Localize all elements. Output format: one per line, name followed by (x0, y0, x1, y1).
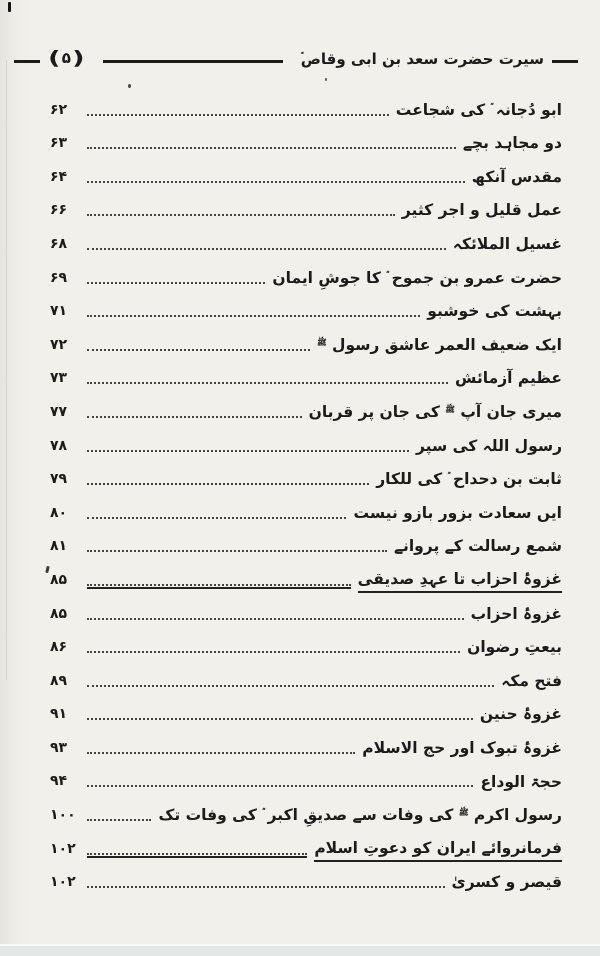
toc-item-title (463, 133, 562, 154)
scan-artifact-tick (8, 2, 11, 12)
toc-row (50, 658, 562, 692)
toc-page-number: ۶۴ (50, 168, 68, 185)
toc-row (50, 557, 562, 591)
toc-item-title (394, 536, 562, 557)
toc-item-text: ثابت بن دحداح (447, 470, 562, 489)
toc-page-number: ۹۳ (50, 739, 68, 756)
toc-item-title (455, 368, 562, 389)
toc-item-title (402, 200, 562, 221)
folio-ornament-open: ( (48, 46, 61, 69)
dot-leader (87, 550, 387, 552)
toc-item-title (272, 268, 562, 289)
toc-item-text: عظیم آزمائش (455, 369, 562, 388)
folio-number-value: ۵ (61, 48, 71, 67)
scan-edge-line (6, 60, 7, 680)
toc-item-text: کی وفات تک (158, 806, 263, 825)
toc-item-title (362, 738, 562, 759)
toc-row (50, 356, 562, 390)
toc-page-number: ۷۱ (50, 303, 68, 320)
toc-page-number: ۷۷ (50, 403, 68, 420)
dot-leader (87, 685, 494, 687)
toc-page-number: ۶۳ (50, 135, 68, 152)
toc-row (50, 625, 562, 659)
toc-item-title (396, 100, 562, 121)
scan-bottom-edge (0, 946, 600, 956)
toc-row (50, 692, 562, 726)
dot-leader (87, 450, 409, 452)
toc-item-text: کی وفات سے صدیقِ اکبر (262, 806, 459, 825)
toc-page-number: ۱۰۲ (50, 840, 76, 857)
toc-row (50, 457, 562, 491)
toc-page-number: ۷۲ (50, 336, 68, 353)
dot-leader (87, 147, 456, 149)
header-rule-left (14, 60, 40, 63)
dot-leader (87, 416, 302, 418)
toc-row (50, 154, 562, 188)
sallallahu-alaihi-wasallam-icon: ﷺ (458, 808, 469, 818)
toc-item-title (467, 637, 562, 658)
toc-page-number: ۱۰۲ (50, 874, 76, 891)
dot-leader (87, 584, 351, 586)
toc-item-text: کا جوشِ ایمان (272, 268, 387, 287)
toc-page-number: ۸۰ (50, 504, 68, 521)
toc-item-title (453, 234, 562, 255)
toc-item-text: بیعتِ رضوان (467, 638, 562, 657)
dot-leader (87, 785, 473, 787)
toc-page-number: ۷۸ (50, 437, 68, 454)
toc-item-text: غزوۂ احزاب (470, 604, 562, 623)
header-rule-long (103, 60, 283, 63)
sallallahu-alaihi-wasallam-icon: ﷺ (316, 337, 327, 347)
toc-row (50, 322, 562, 356)
toc-item-text: ابو دُجانہ (490, 100, 562, 119)
toc-page-number: ۸۶ (50, 639, 68, 656)
toc-item-title (317, 335, 562, 356)
toc-page-number: ۸۵ (50, 571, 68, 588)
toc-item-title (309, 402, 562, 423)
dot-leader (87, 282, 265, 284)
folio-number (48, 46, 85, 69)
toc-row (50, 591, 562, 625)
toc-item-text: فرمانروائے ایران کو دعوتِ اسلام (314, 838, 562, 857)
toc-item-text: مقدس آنکھ (471, 167, 562, 186)
toc-page-number: ۸۵ (50, 605, 68, 622)
toc-item-text: فتح مکہ (501, 671, 562, 690)
dot-leader (87, 517, 346, 519)
toc-item-text: غزوۂ تبوک اور حج الاسلام (362, 738, 562, 757)
toc-page-number: ۷۹ (50, 471, 68, 488)
dot-leader (87, 248, 446, 250)
toc-item-title (480, 704, 562, 725)
toc-item-title (471, 604, 562, 625)
toc-item-title (480, 772, 562, 793)
toc-item-title (427, 301, 562, 322)
toc-page-number: ۸۱ (50, 538, 68, 555)
toc-page-number: ۹۱ (50, 706, 68, 723)
toc-item-text: رسول اکرم (468, 806, 562, 825)
toc-row (50, 759, 562, 793)
dot-leader (87, 886, 445, 888)
toc-page-number: ۱۰۰ (50, 807, 76, 824)
toc-page-number: ۷۳ (50, 370, 68, 387)
toc-page-number: ۸۹ (50, 672, 68, 689)
toc-row (50, 860, 562, 894)
dot-leader (87, 752, 355, 754)
dot-leader (87, 382, 448, 384)
toc-page-number: ۶۸ (50, 235, 68, 252)
toc-item-text: بہشت کی خوشبو (427, 302, 562, 321)
toc-item-text: کی شجاعت (395, 100, 491, 119)
toc-item-title (501, 671, 562, 692)
toc-item-title (376, 469, 562, 490)
toc-item-text: ایں سعادت بزور بازو نیست (353, 503, 562, 522)
toc-item-text: غزوۂ حنین (479, 705, 562, 724)
toc-item-title (416, 436, 562, 457)
toc-item-text: حضرت عمرو بن جموح (386, 268, 562, 287)
toc-row (50, 792, 562, 826)
toc-item-text: حجۃ الوداع (480, 772, 562, 791)
page-header (14, 45, 578, 77)
toc-item-text: شمع رسالت کے پروانے (393, 537, 562, 556)
dot-leader (87, 483, 369, 485)
toc-row (50, 524, 562, 558)
toc-page-number: ۹۴ (50, 773, 68, 790)
toc-item-text: غسیل الملائکہ (452, 235, 562, 254)
toc-item-text: قیصر و کسریٰ (451, 873, 562, 892)
toc-item-title (452, 872, 562, 893)
toc-item-text: کی للکار (376, 470, 448, 489)
toc-row (50, 255, 562, 289)
book-title-text: سیرت حضرت سعد بن ابی وقاص (300, 50, 544, 68)
header-rule-right (552, 60, 578, 63)
toc-row (50, 826, 562, 860)
toc-row (50, 725, 562, 759)
toc-item-title (353, 503, 562, 524)
dot-leader (87, 718, 473, 720)
toc-row (50, 389, 562, 423)
dot-leader (87, 349, 310, 351)
toc-item-title (472, 167, 562, 188)
toc-item-text: غزوۂ احزاب تا عہدِ صدیقی (357, 569, 562, 588)
book-title (301, 50, 544, 68)
table-of-contents (50, 87, 562, 893)
dot-leader (87, 618, 464, 620)
sallallahu-alaihi-wasallam-icon: ﷺ (445, 405, 455, 415)
toc-item-text: میری جان آپ (454, 403, 562, 422)
toc-row (50, 121, 562, 155)
toc-item-text: عمل قلیل و اجر کثیر (401, 201, 562, 220)
dot-leader (87, 114, 389, 116)
toc-row (50, 188, 562, 222)
toc-row (50, 221, 562, 255)
toc-page-number: ۶۶ (50, 202, 68, 219)
toc-item-text: دو مجاہد بچے (462, 134, 562, 153)
toc-item-text: رسول اللہ کی سپر (416, 436, 562, 455)
toc-row (50, 423, 562, 457)
dot-leader (87, 181, 465, 183)
dot-leader (87, 214, 395, 216)
toc-page-number: ۶۹ (50, 269, 68, 286)
toc-item-text: کی جان پر قربان (308, 403, 446, 422)
toc-item-title (358, 569, 562, 591)
dot-leader (87, 651, 460, 653)
toc-page-number: ۶۲ (50, 101, 68, 118)
dot-leader (87, 819, 151, 821)
toc-item-title (158, 805, 562, 826)
folio-ornament-close: ) (71, 46, 85, 69)
toc-item-text: ایک ضعیف العمر عاشق رسول (326, 335, 562, 354)
toc-row (50, 289, 562, 323)
dot-leader (87, 315, 420, 317)
toc-row (50, 87, 562, 121)
toc-item-title (314, 838, 562, 860)
dot-leader (87, 853, 307, 855)
toc-row (50, 490, 562, 524)
scan-dot-artifact (325, 78, 327, 81)
